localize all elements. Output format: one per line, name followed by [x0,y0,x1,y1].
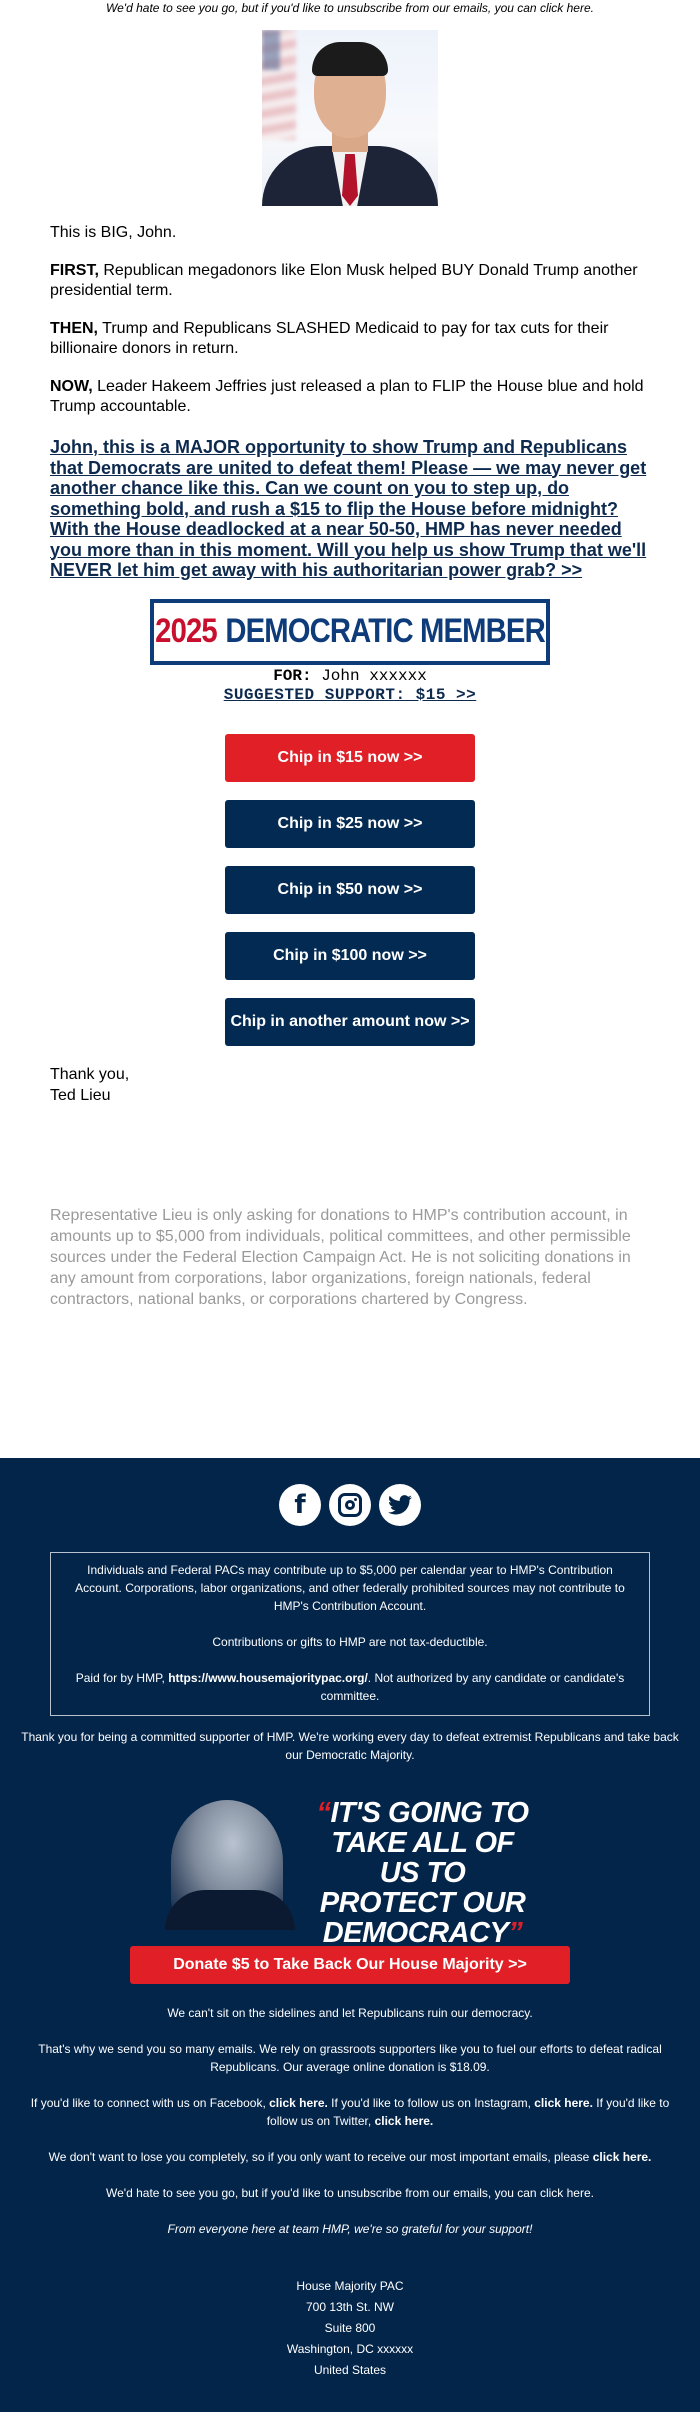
paragraph-then: THEN, Trump and Republicans SLASHED Medicaid to pay for tax cuts for their billionaire donors in return. [50,320,609,357]
portrait-photo [262,30,438,206]
email-body [0,223,700,1310]
signoff [50,1064,650,1106]
instagram-click-link[interactable]: click here. [534,2096,593,2110]
important-emails-link[interactable]: click here. [592,2150,652,2164]
suggested-support-link[interactable]: SUGGESTED SUPPORT: $15 >> [223,685,477,704]
signoff-name: Ted Lieu [50,1086,111,1104]
paragraph-first: FIRST, Republican megadonors like Elon Musk helped BUY Donald Trump another presidential term. [50,262,638,299]
footer-unsubscribe[interactable]: We'd hate to see you go, but if you'd like to unsubscribe from our emails, you can click here. [106,2186,594,2200]
chip-25-button[interactable]: Chip in $25 now >> [225,800,475,848]
footer-para-grassroots: That's why we send you so many emails. We rely on grassroots supporters like you to fuel our efforts to defeat radical Republicans. Our average online donation is $18.09. [38,2042,662,2074]
card-year: 2025 [155,612,217,650]
solicitation-disclaimer: Representative Lieu is only asking for donations to HMP's contribution account, in amounts up to $5,000 from individuals, political committees, and other permissible sources under the Federal Election Campaign Act. He is not soliciting donations in any amount from corporations, labor organizations, foreign nationals, federal contractors, national banks, or corporations chartered by Congress. [50,1206,631,1308]
legal-box [50,1552,650,1716]
chip-50-button[interactable]: Chip in $50 now >> [225,866,475,914]
banner-quote: “IT'S GOING TO TAKE ALL OF US TO PROTECT OUR DEMOCRACY” [316,1797,529,1949]
paragraph-now: NOW, Leader Hakeem Jeffries just released a plan to FLIP the House blue and hold Trump accountable. [50,378,644,415]
footer-social-links: If you'd like to connect with us on Facebook, click here. If you'd like to follow us on Instagram, click here. If you'd like to follow us on Twitter, click here. [30,2096,670,2128]
legal-contribution-limits: Individuals and Federal PACs may contribute up to $5,000 per calendar year to HMP's Contribution Account. Corporations, labor organizations, and other federally prohibited sources may not contribute to HMP's Contribution Account. [75,1563,625,1613]
top-unsubscribe-link[interactable]: We'd hate to see you go, but if you'd like to unsubscribe from our emails, you can click here. [106,1,594,15]
footer-grateful: From everyone here at team HMP, we're so grateful for your support! [167,2222,533,2236]
twitter-click-link[interactable]: click here. [374,2114,434,2128]
paid-for-by: Paid for by HMP, https://www.housemajoritypac.org/. Not authorized by any candidate or candidate's committee. [75,1671,625,1703]
twitter-icon[interactable] [379,1484,421,1526]
supporter-thanks: Thank you for being a committed supporter of HMP. We're working every day to defeat extremist Republicans and take back our Democratic Majority. [21,1730,679,1762]
card-label: DEMOCRATIC MEMBER [225,612,545,650]
for-line: FOR: John xxxxxx [273,666,427,685]
chip-100-button[interactable]: Chip in $100 now >> [225,932,475,980]
facebook-click-link[interactable]: click here. [269,2096,328,2110]
donation-buttons [50,734,650,1046]
mailing-address: House Majority PAC 700 13th St. NW Suite 800 Washington, DC xxxxxx United States [286,2279,414,2377]
social-icons [0,1484,700,1526]
footer [0,1458,700,2412]
legal-tax-note: Contributions or gifts to HMP are not tax-deductible. [212,1635,488,1649]
top-unsubscribe-note [0,0,700,22]
membership-card[interactable] [150,599,550,665]
greeting: This is BIG, John. [50,224,177,241]
chip-other-amount-button[interactable]: Chip in another amount now >> [225,998,475,1046]
donate-5-button[interactable]: Donate $5 to Take Back Our House Majority >> [130,1946,570,1984]
instagram-icon[interactable] [329,1484,371,1526]
quote-banner[interactable] [165,1794,535,1949]
appeal-link[interactable]: John, this is a MAJOR opportunity to show Trump and Republicans that Democrats are united to defeat them! Please — we may never get another chance like this. Can we count on you to step up, do something bold, and rush a $15 to flip the House before midnight? With the House deadlocked at a near 50-50, HMP has never needed you more than in this moment. Will you help us show Trump that we'll NEVER let him get away with his authoritarian power grab? >> [50,437,647,580]
hmp-url-link[interactable]: https://www.housemajoritypac.org/ [168,1671,368,1685]
footer-important-emails: We don't want to lose you completely, so if you only want to receive our most important emails, please click here. [48,2150,652,2164]
signoff-thanks: Thank you, [50,1065,130,1083]
facebook-icon[interactable]: f [279,1484,321,1526]
footer-para-sidelines: We can't sit on the sidelines and let Republicans ruin our democracy. [167,2006,533,2020]
chip-15-button[interactable]: Chip in $15 now >> [225,734,475,782]
